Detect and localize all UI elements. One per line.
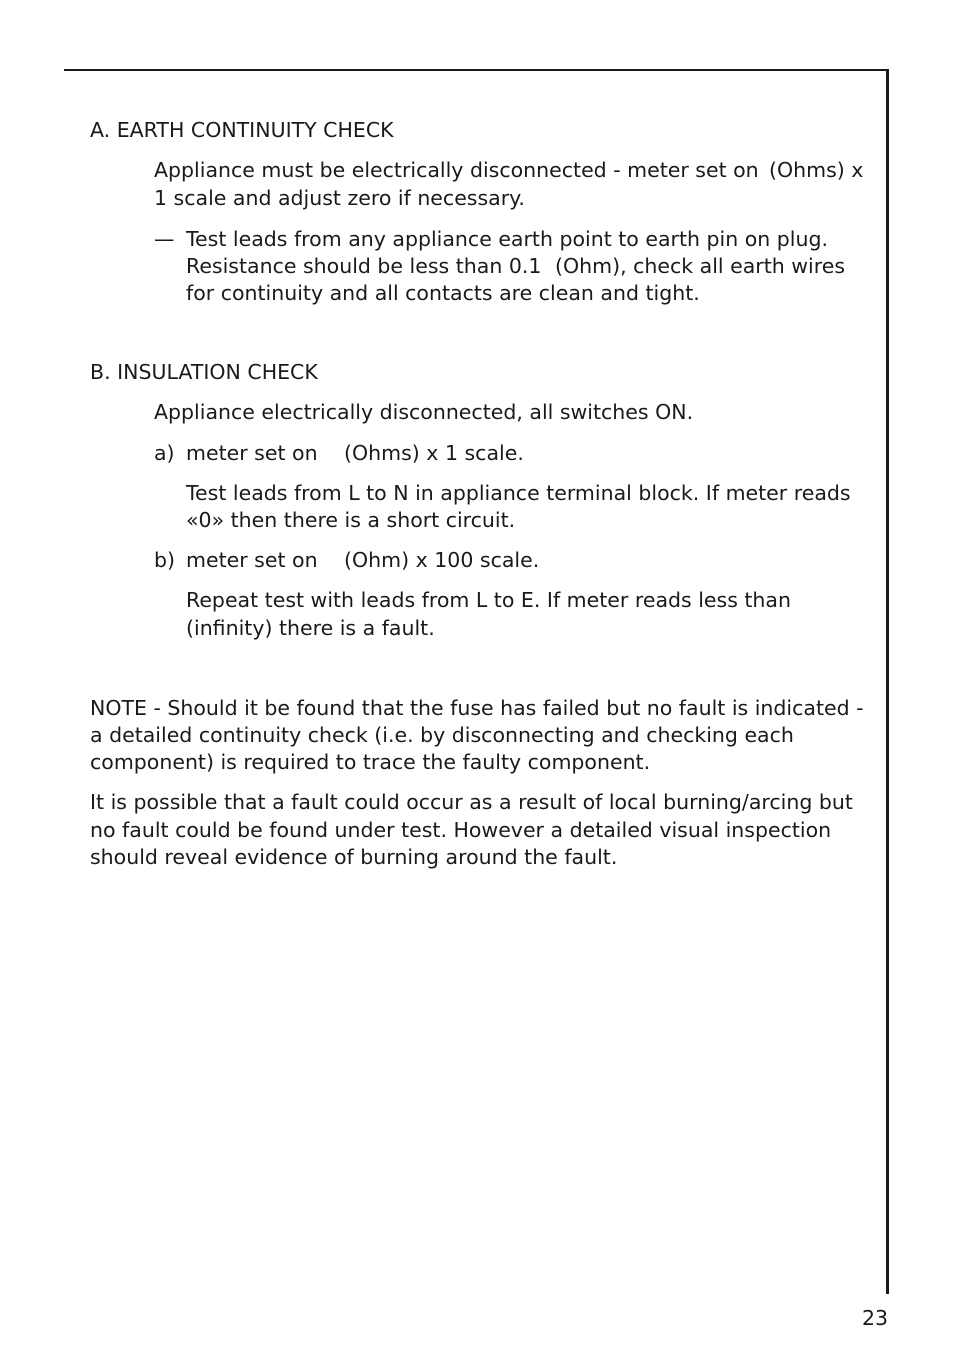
item-b-desc-line1: Repeat test with leads from L to E. If meter reads less than	[186, 588, 791, 612]
section-a-heading: A. EARTH CONTINUITY CHECK	[90, 118, 394, 142]
item-b-unit: (Ohm) x 100 scale.	[344, 548, 540, 572]
top-rule	[64, 69, 889, 71]
section-a-bullet-unit: (Ohm), check all earth wires	[555, 254, 846, 278]
item-b-text: meter set on	[186, 548, 318, 572]
section-b-heading: B. INSULATION CHECK	[90, 360, 318, 384]
section-a-bullet-line1: Test leads from any appliance earth point to earth pin on plug.	[186, 227, 829, 251]
item-a-marker: a)	[154, 441, 175, 465]
section-a-bullet-line2: Resistance should be less than 0.1	[186, 254, 542, 278]
section-a-bullet-line3: for continuity and all contacts are clean and tight.	[186, 281, 700, 305]
section-a-intro-line2: 1 scale and adjust zero if necessary.	[154, 186, 525, 210]
item-a-text: meter set on	[186, 441, 318, 465]
item-b-marker: b)	[154, 548, 176, 572]
note1-line2: a detailed continuity check (i.e. by disconnecting and checking each	[90, 723, 794, 747]
section-a-intro-line1: Appliance must be electrically disconnected - meter set on	[154, 158, 759, 182]
item-a-unit: (Ohms) x 1 scale.	[344, 441, 524, 465]
note2-line3: should reveal evidence of burning around the fault.	[90, 845, 618, 869]
note2-line2: no fault could be found under test. However a detailed visual inspection	[90, 818, 832, 842]
dash-bullet: —	[154, 227, 175, 251]
note1-line3: component) is required to trace the faulty component.	[90, 750, 651, 774]
item-a-desc-line1: Test leads from L to N in appliance terminal block. If meter reads	[186, 481, 851, 505]
note2-line1: It is possible that a fault could occur as a result of local burning/arcing but	[90, 790, 853, 814]
section-a-intro-unit: (Ohms) x	[769, 158, 864, 182]
note1-line1: NOTE - Should it be found that the fuse has failed but no fault is indicated -	[90, 696, 864, 720]
right-rule	[886, 69, 889, 1294]
item-a-desc-line2: «0» then there is a short circuit.	[186, 508, 516, 532]
section-b-intro: Appliance electrically disconnected, all switches ON.	[154, 400, 694, 424]
item-b-desc-line2: (infinity) there is a fault.	[186, 616, 435, 640]
page-number: 23	[862, 1306, 889, 1330]
